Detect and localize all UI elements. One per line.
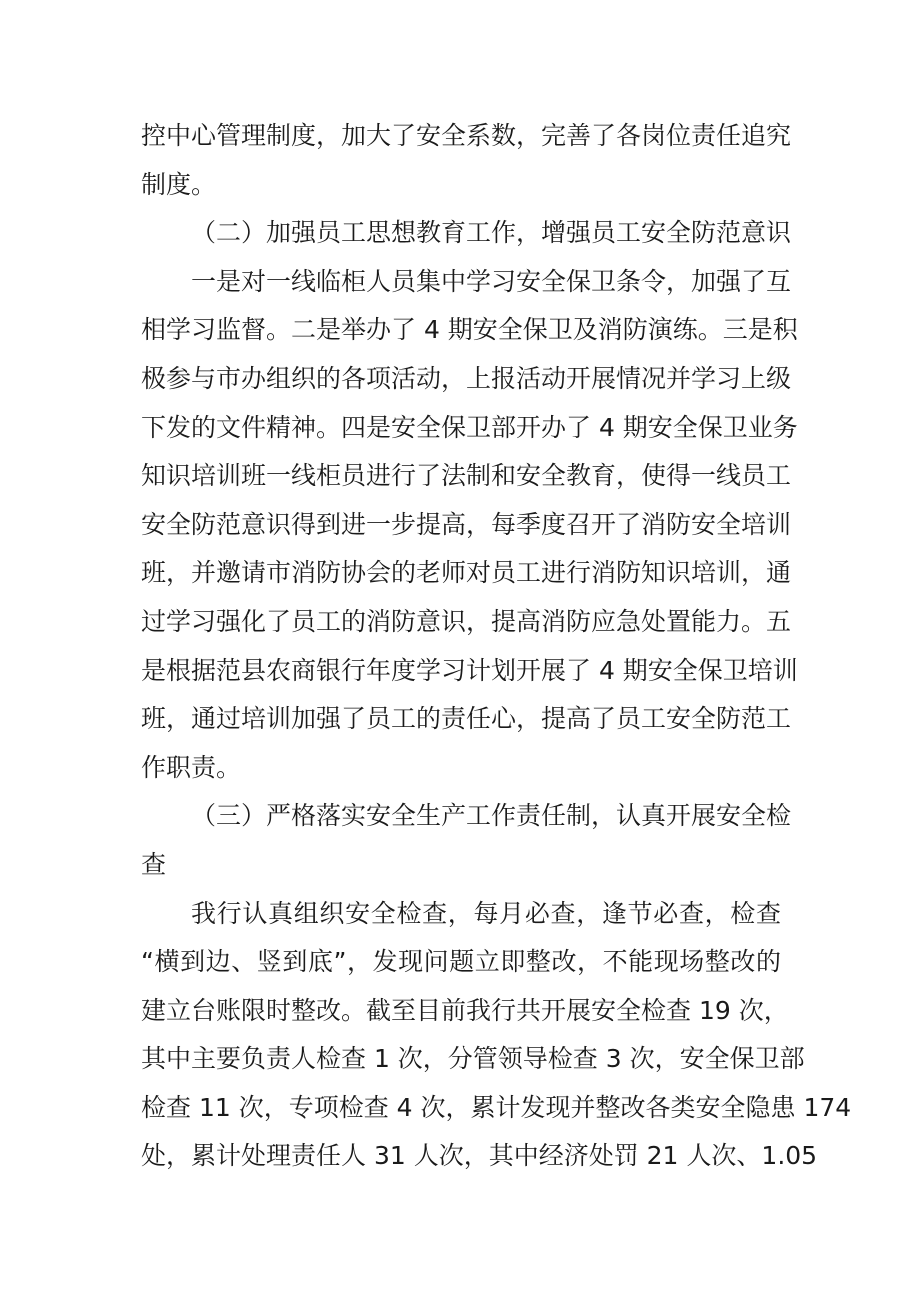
text-line: 班，并邀请市消防协会的老师对员工进行消防知识培训，通 — [141, 558, 792, 588]
section-heading: （三）严格落实安全生产工作责任制，认真开展安全检 — [191, 801, 792, 831]
text-line: 检查 11 次，专项检查 4 次，累计发现并整改各类安全隐患 174 — [141, 1092, 852, 1122]
text-line: 建立台账限时整改。截至目前我行共开展安全检查 19 次， — [141, 995, 789, 1025]
text-line: 是根据范县农商银行年度学习计划开展了 4 期安全保卫培训 — [141, 655, 798, 685]
text-line: 极参与市办组织的各项活动，上报活动开展情况并学习上级 — [141, 363, 792, 393]
text-line: 安全防范意识得到进一步提高，每季度召开了消防安全培训 — [141, 509, 792, 539]
text-line: 相学习监督。二是举办了 4 期安全保卫及消防演练。三是积 — [141, 315, 798, 345]
text-line: 下发的文件精神。四是安全保卫部开办了 4 期安全保卫业务 — [141, 412, 798, 442]
text-line: 处，累计处理责任人 31 人次，其中经济处罚 21 人次、1.05 — [141, 1141, 818, 1171]
text-line: 其中主要负责人检查 1 次，分管领导检查 3 次，安全保卫部 — [141, 1044, 805, 1074]
body-text — [141, 112, 852, 1181]
text-line: 我行认真组织安全检查，每月必查，逢节必查，检查 — [191, 898, 781, 928]
text-line: “横到边、竖到底”，发现问题立即整改，不能现场整改的 — [141, 947, 781, 977]
text-line: 知识培训班一线柜员进行了法制和安全教育，使得一线员工 — [141, 461, 792, 491]
text-line: 过学习强化了员工的消防意识，提高消防应急处置能力。五 — [141, 606, 792, 636]
text-line: 控中心管理制度，加大了安全系数，完善了各岗位责任追究 — [141, 121, 792, 150]
text-line: 作职责。 — [141, 752, 242, 782]
section-heading: （二）加强员工思想教育工作，增强员工安全防范意识 — [191, 218, 792, 248]
section-heading-cont: 查 — [141, 849, 167, 879]
text-line: 制度。 — [141, 169, 217, 199]
text-line: 一是对一线临柜人员集中学习安全保卫条令，加强了互 — [191, 266, 792, 296]
text-line: 班，通过培训加强了员工的责任心，提高了员工安全防范工 — [141, 704, 792, 734]
